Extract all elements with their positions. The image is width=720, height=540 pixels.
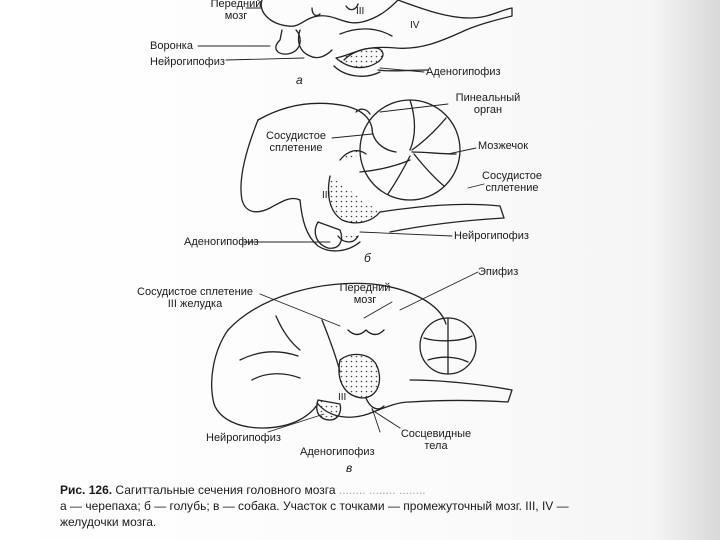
label-b-neurohypophysis: Нейрогипофиз: [454, 230, 529, 242]
panel-b-pigeon-section: [241, 100, 504, 251]
label-b-choroid-plexus: Сосудистое сплетение: [266, 130, 326, 154]
label-c-adenohypophysis: Аденогипофиз: [300, 446, 375, 458]
label-c-mamillary-bodies: Сосцевидные тела: [400, 428, 472, 452]
label-c-choroid-plexus-ventricle-3: Сосудистое сплетение III желудка: [137, 286, 253, 310]
label-b-pineal-organ: Пинеальный орган: [455, 92, 521, 116]
label-c-neurohypophysis: Нейрогипофиз: [206, 432, 281, 444]
panel-a-turtle-section: [261, 0, 512, 76]
figure-caption: [60, 482, 660, 530]
caption-figure-number: Рис. 126.: [60, 483, 113, 497]
panel-c-letter: в: [346, 461, 353, 475]
label-a-adenohypophysis: Аденогипофиз: [426, 66, 501, 78]
label-a-funnel: Воронка: [150, 40, 193, 52]
label-c-ventricle-3: III: [338, 392, 347, 403]
label-c-epiphysis: Эпифиз: [478, 266, 519, 278]
label-b-choroid-plexus-right: Сосудистое сплетение: [482, 170, 542, 194]
panel-b-letter: б: [364, 251, 371, 265]
label-b-ventricle-3: III: [322, 190, 331, 201]
label-a-ventricle-3: III: [356, 6, 365, 17]
panel-a-letter: а: [296, 73, 303, 87]
caption-line-1: Сагиттальные сечения головного мозга: [112, 483, 336, 497]
caption-line-1-faint: ........ ........ ........: [335, 483, 426, 497]
label-a-neurohypophysis: Нейрогипофиз: [150, 56, 225, 68]
label-b-adenohypophysis: Аденогипофиз: [184, 236, 259, 248]
label-b-cerebellum: Мозжечок: [478, 140, 529, 152]
caption-line-3: желудочки мозга.: [60, 515, 157, 529]
label-a-ventricle-4: IV: [410, 20, 420, 31]
label-a-forebrain: Передний мозг: [210, 0, 262, 22]
caption-line-2: а — черепаха; б — голубь; в — собака. Участок с точками — промежуточный мозг. III, IV —: [60, 499, 569, 513]
label-c-forebrain: Передний мозг: [339, 282, 391, 306]
